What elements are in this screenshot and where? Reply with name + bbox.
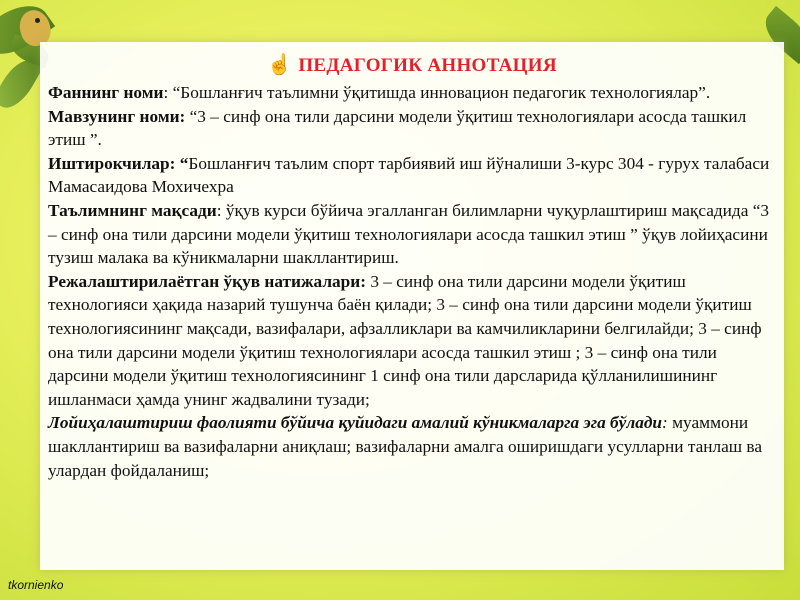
text-participants: Бошланғич таълим спорт тарбиявий иш йўналиши 3-курс 304 - гурух талабаси Мамасаидова Мохичехра [48, 153, 770, 197]
pointing-hand-icon: ☝ [267, 54, 293, 76]
paragraph-results [48, 270, 780, 412]
text-results: 3 – синф она тили дарсини модели ўқитиш технологияси ҳақида назарий тушунча баён қилади; 3 – синф она тили дарсини модели ўқитиш технологиясининг мақсади, вазифалари, афзалликлари ва камчиликларини белгилайди; 3 – синф она тили дарсини модели ўқитиш технологиялари асосда ташкил этиш ; 3 – синф она тили дарсини модели ўқитиш технологиясининг 1 синф она тили дарсларида қўлланилишининг ишланмаси ҳамда унинг жадвалини тузади; [48, 271, 762, 409]
text-goal: : ўқув курси бўйича эгалланган билимларни чуқурлаштириш мақсадида “3 – синф она тили дарсини модели ўқитиш технологиялари асосда ташкил этиш ” ўқув лойиҳасини тузиш малака ва кўникмаларни шакллантириш. [48, 200, 769, 268]
title-text: ПЕДАГОГИК АННОТАЦИЯ [298, 55, 557, 76]
label-skills-colon: : [662, 413, 668, 433]
paragraph-topic [48, 105, 780, 152]
annotation-card [40, 42, 784, 570]
label-subject: Фаннинг номи [48, 83, 164, 102]
paragraph-goal [48, 199, 780, 270]
label-results: Режалаштирилаётган ўқув натижалари: [48, 271, 366, 291]
text-topic: “3 – синф она тили дарсини модели ўқитиш технологиялари асосда ташкил этиш ”. [48, 106, 747, 150]
label-participants: Иштирокчилар: “ [48, 153, 189, 173]
page-title [40, 52, 784, 80]
author-watermark: tkornienko [8, 578, 64, 592]
paragraph-participants [48, 152, 780, 199]
paragraph-subject [48, 81, 780, 105]
annotation-content [48, 81, 780, 482]
bird-eye [35, 18, 40, 23]
label-skills: Лойиҳалаштириш фаолияти бўйича қуйидаги амалий кўникмаларга эга бўлади [48, 413, 663, 433]
paragraph-skills [48, 411, 780, 482]
text-subject: : “Бошланғич таълимни ўқитишда инновацион педагогик технологиялар”. [163, 83, 711, 102]
label-goal: Таълимнинг мақсади [48, 200, 217, 220]
label-topic: Мавзунинг номи: [48, 106, 186, 126]
text-skills: муаммони шакллантириш ва вазифаларни аниқлаш; вазифаларни амалга оширишдаги усулларни танлаш ва улардан фойдаланиш; [48, 413, 763, 480]
